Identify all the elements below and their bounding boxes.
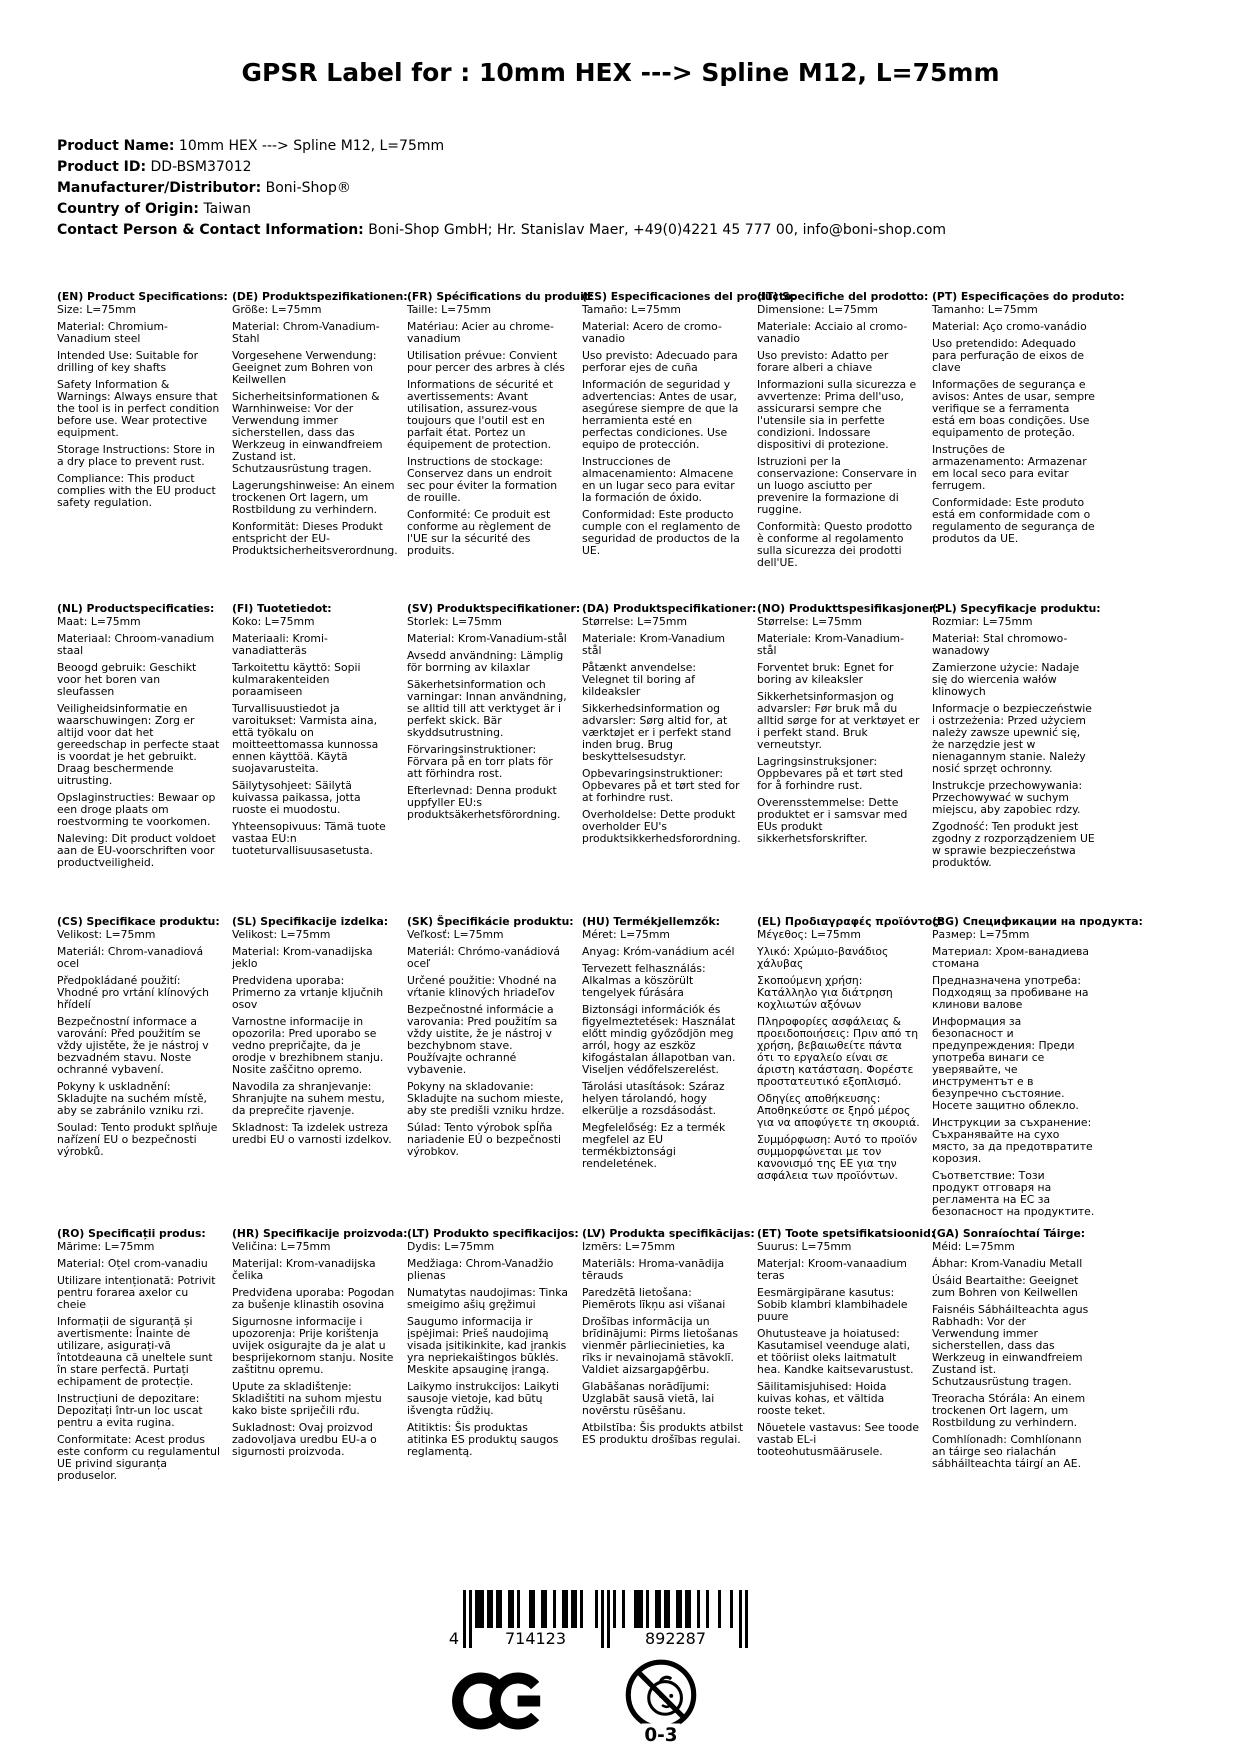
lang-paragraph: Súlad: Tento výrobok spĺňa nariadenie EÚ o bezpečnosti výrobkov. [407, 1121, 562, 1158]
lang-header: (NO) Produkttspesifikasjoner: [757, 602, 939, 615]
lang-block-ro [57, 1228, 220, 1482]
product-info-value: Boni-Shop® [261, 180, 351, 196]
lang-paragraph: Sicherheitsinformationen & Warnhinweise: Vor der Verwendung immer sicherstellen, dass das Werkzeug in einwandfreiem Zustand ist. Schutzausrüstung tragen. [232, 390, 383, 475]
lang-paragraph: Glabāšanas norādījumi: Uzglabāt sausā vietā, lai novērstu rūsēšanu. [582, 1380, 715, 1417]
lang-paragraph: Rozmiar: L=75mm [932, 615, 1033, 628]
lang-block-it [757, 290, 929, 603]
lang-block-hu [582, 916, 745, 1228]
lang-paragraph: Overensstemmelse: Dette produktet er i samsvar med EUs produkt sikkerhetsforskrifter. [757, 796, 908, 845]
lang-paragraph: Dydis: L=75mm [407, 1240, 495, 1253]
lang-paragraph: Informations de sécurité et avertissements: Avant utilisation, assurez-vous toujours que l'outil est en parfait état. Portez un équipement de protection. [407, 378, 554, 451]
lang-paragraph: Safety Information & Warnings: Always ensure that the tool is in perfect condition before use. Wear protective equipment. [57, 378, 220, 439]
lang-paragraph: Veličina: L=75mm [232, 1240, 331, 1253]
lang-paragraph: Dimensione: L=75mm [757, 303, 878, 316]
lang-paragraph: Opbevaringsinstruktioner: Opbevares på et tørt sted for at forhindre rust. [582, 767, 740, 804]
lang-paragraph: Materiale: Krom-Vanadium-stål [757, 632, 904, 657]
lang-paragraph: Laikymo instrukcijos: Laikyti sausoje vietoje, kad būtų išvengta rūdžių. [407, 1380, 560, 1417]
lang-paragraph: Lagerungshinweise: An einem trockenen Ort lagern, um Rostbildung zu verhindern. [232, 479, 395, 516]
lang-paragraph: Størrelse: L=75mm [582, 615, 687, 628]
lang-block-no [757, 602, 939, 916]
lang-header: (HR) Specifikacije proizvoda: [232, 1227, 408, 1240]
lang-paragraph: Materiale: Acciaio al cromo-vanadio [757, 320, 908, 345]
lang-paragraph: Material: Aço cromo-vanádio [932, 320, 1087, 333]
lang-paragraph: Anyag: Króm-vanádium acél [582, 945, 735, 958]
lang-paragraph: Material: Chromium-Vanadium steel [57, 320, 168, 345]
lang-paragraph: Sikkerhedsinformation og advarsler: Sørg altid for, at værktøjet er i perfekt stand inden brug. Brug beskyttelsesudstyr. [582, 702, 732, 763]
lang-paragraph: Sikkerhetsinformasjon og advarsler: Før bruk må du alltid sørge for at verktøyet er i perfekt stand. Bruk verneutstyr. [757, 690, 920, 751]
lang-header: (IT) Specifiche del prodotto: [757, 290, 929, 303]
lang-paragraph: Konformität: Dieses Produkt entspricht der EU-Produktsicherheitsverordnung. [232, 520, 398, 557]
lang-paragraph: Informações de segurança e avisos: Antes de usar, sempre verifique se a ferramenta está em boas condições. Use equipamento de proteção. [932, 378, 1095, 439]
lang-paragraph: Upute za skladištenje: Skladištiti na suhom mjestu kako biste spriječili rđu. [232, 1380, 382, 1417]
lang-header: (ES) Especificaciones del producto: [582, 290, 796, 303]
lang-paragraph: Påtænkt anvendelse: Velegnet til boring af kildeaksler [582, 661, 696, 698]
lang-paragraph: Pokyny k uskladnění: Skladujte na suchém místě, aby se zabránilo vzniku rzi. [57, 1080, 207, 1117]
lang-paragraph: Taille: L=75mm [407, 303, 491, 316]
lang-paragraph: Uso pretendido: Adequado para perfuração de eixos de clave [932, 337, 1084, 374]
lang-paragraph: Navodila za shranjevanje: Shranjujte na suhem mestu, da preprečite rjavenje. [232, 1080, 385, 1117]
lang-block-el [757, 915, 943, 1228]
lang-paragraph: Avsedd användning: Lämplig för borrning av kilaxlar [407, 649, 564, 674]
lang-paragraph: Tarkoitettu käyttö: Sopii kulmarakenteiden poraamiseen [232, 661, 361, 698]
lang-paragraph: Izmērs: L=75mm [582, 1240, 675, 1253]
product-info-label: Manufacturer/Distributor: [57, 180, 262, 196]
lang-header: (SL) Specifikacije izdelka: [232, 915, 389, 928]
barcode-digit-first: 4 [441, 1630, 459, 1648]
lang-paragraph: Materiāls: Hroma-vanādija tērauds [582, 1257, 725, 1282]
lang-paragraph: Opslaginstructies: Bewaar op een droge plaats om roestvorming te voorkomen. [57, 791, 216, 828]
lang-paragraph: Säkerhetsinformation och varningar: Innan användning, se alltid till att verktyget är i perfekt skick. Bär skyddsutrustning. [407, 678, 567, 739]
lang-paragraph: Compliance: This product complies with the EU product safety regulation. [57, 472, 216, 509]
lang-header: (BG) Спецификации на продукта: [932, 915, 1143, 928]
lang-header: (PT) Especificações do produto: [932, 290, 1125, 303]
lang-block-cs [57, 916, 220, 1228]
lang-paragraph: Istruzioni per la conservazione: Conservare in un luogo asciutto per prevenire la formazione di ruggine. [757, 455, 917, 516]
lang-paragraph: Koko: L=75mm [232, 615, 315, 628]
lang-paragraph: Naleving: Dit product voldoet aan de EU-voorschriften voor productveiligheid. [57, 832, 216, 869]
lang-paragraph: Atbilstība: Šis produkts atbilst ES produktu drošības regulai. [582, 1421, 744, 1446]
lang-paragraph: Drošības informācija un brīdinājumi: Pirms lietošanas vienmēr pārliecinieties, ka rīks ir nevainojamā stāvoklī. Valdiet aizsargapģērbu. [582, 1315, 738, 1376]
ce-mark-icon [452, 1672, 544, 1730]
lang-paragraph: Tamanho: L=75mm [932, 303, 1038, 316]
lang-paragraph: Material: Krom-vanadijska jeklo [232, 945, 373, 970]
product-info-label: Contact Person & Contact Information: [57, 222, 364, 238]
lang-block-lt [407, 1227, 579, 1482]
lang-paragraph: Overholdelse: Dette produkt overholder EU's produktsikkerhedsforordning. [582, 808, 741, 845]
lang-paragraph: Suurus: L=75mm [757, 1240, 852, 1253]
age-warning-0-3-icon [622, 1656, 700, 1748]
lang-paragraph: Tárolási utasítások: Száraz helyen tárolandó, hogy elkerülje a rozsdásodást. [582, 1080, 725, 1117]
lang-header: (FR) Spécifications du produit: [407, 290, 594, 303]
lang-block-sl [232, 916, 395, 1228]
product-info-label: Country of Origin: [57, 201, 199, 217]
lang-paragraph: Saugumo informacija ir įspėjimai: Prieš naudojimą visada įsitikinkite, kad įrankis yra nepriekaištingos būklės. Meskite apsauginę įrangą. [407, 1315, 567, 1376]
product-info [57, 136, 1207, 241]
lang-paragraph: Maat: L=75mm [57, 615, 141, 628]
lang-paragraph: Treoracha Stórála: An einem trockenen Ort lagern, um Rostbildung zu verhindern. [932, 1392, 1086, 1429]
lang-paragraph: Informații de siguranță și avertismente: Înainte de utilizare, asigurați-vă întotdeauna că uneltele sunt în stare perfectă. Purtați echipament de protecție. [57, 1315, 213, 1388]
lang-paragraph: Matériau: Acier au chrome-vanadium [407, 320, 554, 345]
lang-paragraph: Lagringsinstruksjoner: Oppbevares på et tørt sted for å forhindre rust. [757, 755, 904, 792]
lang-paragraph: Zamierzone użycie: Nadaje się do wiercenia wałów klinowych [932, 661, 1080, 698]
lang-block-et [757, 1227, 936, 1482]
lang-paragraph: Предназначена употреба: Подходящ за пробиване на клинови валове [932, 974, 1089, 1011]
lang-header: (LV) Produkta specifikācijas: [582, 1227, 755, 1240]
lang-paragraph: Инструкции за съхранение: Съхранявайте на сухо място, за да предотвратите корозия. [932, 1116, 1093, 1165]
lang-paragraph: Material: Krom-Vanadium-stål [407, 632, 567, 645]
lang-paragraph: Varnostne informacije in opozorila: Pred uporabo se vedno prepričajte, da je orodje v brezhibnem stanju. Nosite zaščitno opremo. [232, 1015, 384, 1076]
lang-paragraph: Información de seguridad y advertencias: Antes de usar, asegúrese siempre de que la herramienta esté en perfectas condiciones. Use equipo de protección. [582, 378, 739, 451]
lang-paragraph: Megfelelőség: Ez a termék megfelel az EU termékbiztonsági rendeletének. [582, 1121, 726, 1170]
lang-paragraph: Информация за безопасност и предупреждения: Преди употреба винаги се уверявайте, че инструментът е в безупречно състояние. Носете защитно облекло. [932, 1015, 1079, 1112]
lang-block-lv [582, 1227, 755, 1482]
lang-paragraph: Forventet bruk: Egnet for boring av kileaksler [757, 661, 894, 686]
lang-paragraph: Informazioni sulla sicurezza e avvertenze: Prima dell'uso, assicurarsi sempre che l'utensile sia in perfette condizioni. Indossare dispositivi di protezione. [757, 378, 917, 451]
product-info-row [57, 178, 1207, 199]
lang-paragraph: Instruções de armazenamento: Armazenar em local seco para evitar ferrugem. [932, 443, 1087, 492]
lang-paragraph: Materijal: Krom-vanadijska čelika [232, 1257, 376, 1282]
lang-paragraph: Uso previsto: Adecuado para perforar ejes de cuña [582, 349, 738, 374]
lang-paragraph: Predvidena uporaba: Primerno za vrtanje ključnih osov [232, 974, 384, 1011]
lang-header: (HU) Termékjellemzők: [582, 915, 720, 928]
lang-paragraph: Material: Oțel crom-vanadiu [57, 1257, 208, 1270]
lang-paragraph: Instrucciones de almacenamiento: Almacene en un lugar seco para evitar la formación de óxido. [582, 455, 735, 504]
ean13-barcode [448, 1590, 748, 1652]
lang-paragraph: Efterlevnad: Denna produkt uppfyller EU:s produktsäkerhetsförordning. [407, 784, 561, 821]
lang-block-fi [232, 603, 395, 916]
page-title: GPSR Label for : 10mm HEX ---> Spline M12, L=75mm [241, 58, 1000, 87]
lang-paragraph: Materjal: Kroom-vanaadium teras [757, 1257, 907, 1282]
product-info-row [57, 199, 1207, 220]
product-info-label: Product Name: [57, 138, 175, 154]
lang-block-hr [232, 1227, 408, 1482]
lang-paragraph: Größe: L=75mm [232, 303, 322, 316]
lang-paragraph: Συμμόρφωση: Αυτό το προϊόν συμμορφώνεται με τον κανονισμό της ΕΕ για την ασφάλεια των προϊόντων. [757, 1133, 918, 1182]
product-info-value: Taiwan [199, 201, 252, 217]
lang-paragraph: Velikost: L=75mm [57, 928, 156, 941]
lang-paragraph: Materiaal: Chroom-vanadium staal [57, 632, 215, 657]
product-info-value: Boni-Shop GmbH; Hr. Stanislav Maer, +49(0)4221 45 777 00, info@boni-shop.com [363, 222, 947, 238]
lang-paragraph: Conformité: Ce produit est conforme au règlement de l'UE sur la sécurité des produits. [407, 508, 552, 557]
lang-paragraph: Bezpečnostní informace a varování: Před použitím se vždy ujistěte, že je nástroj v bezvadném stavu. Noste ochranné vybavení. [57, 1015, 209, 1076]
lang-header: (LT) Produkto specifikacijos: [407, 1227, 579, 1240]
lang-header: (EL) Προδιαγραφές προϊόντος: [757, 915, 943, 928]
lang-paragraph: Material: Acero de cromo-vanadio [582, 320, 722, 345]
lang-paragraph: Vorgesehene Verwendung: Geeignet zum Bohren von Keilwellen [232, 349, 377, 386]
lang-block-nl [57, 603, 220, 916]
lang-paragraph: Ábhar: Krom-Vanadiu Metall [932, 1257, 1083, 1270]
lang-paragraph: Beoogd gebruik: Geschikt voor het boren van sleufassen [57, 661, 197, 698]
lang-paragraph: Bezpečnostné informácie a varovania: Pred použitím sa vždy uistite, že je nástroj v bezchybnom stave. Používajte ochranné vybavenie. [407, 1003, 558, 1076]
lang-paragraph: Medžiaga: Chrom-Vanadžio plienas [407, 1257, 554, 1282]
lang-block-pl [932, 602, 1101, 916]
lang-header: (RO) Specificații produs: [57, 1227, 206, 1240]
lang-paragraph: Nõuetele vastavus: See toode vastab EL-i tooteohutusmäärusele. [757, 1421, 920, 1458]
product-info-value: 10mm HEX ---> Spline M12, L=75mm [174, 138, 445, 154]
lang-header: (ET) Toote spetsifikatsioonid: [757, 1227, 936, 1240]
lang-paragraph: Υλικό: Χρώμιο-βανάδιος χάλυβας [757, 945, 889, 970]
lang-paragraph: Uso previsto: Adatto per forare alberi a chiave [757, 349, 889, 374]
lang-block-fr [407, 290, 594, 603]
product-info-row [57, 157, 1207, 178]
lang-block-pt [932, 290, 1125, 603]
lang-paragraph: Materiál: Chrom-vanadiová ocel [57, 945, 204, 970]
barcode-digits-left: 714123 [474, 1630, 597, 1648]
lang-paragraph: Predviđena uporaba: Pogodan za bušenje klinastih osovina [232, 1286, 395, 1311]
lang-paragraph: Conformidad: Este producto cumple con el reglamento de seguridad de productos de la UE. [582, 508, 741, 557]
lang-paragraph: Mărime: L=75mm [57, 1240, 155, 1253]
lang-paragraph: Sigurnosne informacije i upozorenja: Prije korištenja uvijek osigurajte da je alat u besprijekornom stanju. Nosite zaštitnu opremu. [232, 1315, 394, 1376]
lang-paragraph: Eesmärgipärane kasutus: Sobib klambri klambihadele puure [757, 1286, 908, 1323]
lang-paragraph: Size: L=75mm [57, 303, 137, 316]
product-info-value: DD-BSM37012 [146, 159, 252, 175]
lang-paragraph: Intended Use: Suitable for drilling of key shafts [57, 349, 199, 374]
lang-paragraph: Skladnost: Ta izdelek ustreza uredbi EU o varnosti izdelkov. [232, 1121, 392, 1146]
lang-header: (DE) Produktspezifikationen: [232, 290, 408, 303]
lang-paragraph: Förvaringsinstruktioner: Förvara på en torr plats för att förhindra rost. [407, 743, 553, 780]
lang-paragraph: Faisnéis Sábháilteachta agus Rabhadh: Vor der Verwendung immer sicherstellen, dass das Werkzeug in einwandfreiem Zustand ist. Schutzausrüstung tragen. [932, 1303, 1089, 1388]
lang-header: (NL) Productspecificaties: [57, 602, 215, 615]
lang-paragraph: Materiał: Stal chromowo-wanadowy [932, 632, 1068, 657]
lang-paragraph: Материал: Хром-ванадиева стомана [932, 945, 1089, 970]
lang-block-en [57, 290, 228, 603]
lang-paragraph: Comhlíonadh: Comhlíonann an táirge seo rialachán sábháilteachta táirgí an AE. [932, 1433, 1082, 1470]
lang-paragraph: Utilizare intenționată: Potrivit pentru forarea axelor cu cheie [57, 1274, 216, 1311]
lang-header: (CS) Specifikace produktu: [57, 915, 220, 928]
product-info-row [57, 220, 1207, 241]
lang-paragraph: Numatytas naudojimas: Tinka smeigimo ašių gręžimui [407, 1286, 568, 1311]
lang-header: (SK) Špecifikácie produktu: [407, 915, 574, 928]
lang-paragraph: Předpokládané použití: Vhodné pro vrtání klínových hřídelí [57, 974, 209, 1011]
lang-paragraph: Μέγεθος: L=75mm [757, 928, 861, 941]
lang-header: (PL) Specyfikacje produktu: [932, 602, 1101, 615]
lang-paragraph: Úsáid Beartaithe: Geeignet zum Bohren von Keilwellen [932, 1274, 1079, 1299]
lang-paragraph: Pokyny na skladovanie: Skladujte na suchom mieste, aby ste predišli vzniku hrdze. [407, 1080, 565, 1117]
lang-block-da [582, 602, 757, 916]
lang-paragraph: Atitiktis: Šis produktas atitinka ES produktų saugos reglamentą. [407, 1421, 559, 1458]
lang-paragraph: Οδηγίες αποθήκευσης: Αποθηκεύστε σε ξηρό μέρος για να αποφύγετε τη σκουριά. [757, 1092, 920, 1129]
lang-paragraph: Material: Chrom-Vanadium-Stahl [232, 320, 380, 345]
lang-paragraph: Méret: L=75mm [582, 928, 670, 941]
lang-paragraph: Materiál: Chrómo-vanádiová oceľ [407, 945, 560, 970]
lang-paragraph: Soulad: Tento produkt splňuje nařízení EU o bezpečnosti výrobků. [57, 1121, 218, 1158]
lang-paragraph: Размер: L=75mm [932, 928, 1030, 941]
barcode-digits-right: 892287 [614, 1630, 737, 1648]
lang-paragraph: Turvallisuustiedot ja varoitukset: Varmista aina, että työkalu on moitteettomassa kunnossa ennen käyttöä. Käytä suojavarusteita. [232, 702, 379, 775]
lang-paragraph: Sukladnost: Ovaj proizvod zadovoljava uredbu EU-a o sigurnosti proizvoda. [232, 1421, 377, 1458]
lang-paragraph: Určené použitie: Vhodné na vŕtanie klinových hriadeľov [407, 974, 557, 999]
lang-paragraph: Storlek: L=75mm [407, 615, 502, 628]
lang-paragraph: Storage Instructions: Store in a dry place to prevent rust. [57, 443, 215, 468]
lang-block-de [232, 290, 408, 603]
lang-block-bg [932, 915, 1143, 1228]
lang-paragraph: Conformidade: Este produto está em conformidade com o regulamento de segurança de produtos da UE. [932, 496, 1095, 545]
lang-paragraph: Säilitamisjuhised: Hoida kuivas kohas, et vältida rooste teket. [757, 1380, 887, 1417]
lang-paragraph: Tamaño: L=75mm [582, 303, 681, 316]
lang-header: (GA) Sonraíochtaí Táirge: [932, 1227, 1086, 1240]
lang-paragraph: Instrukcje przechowywania: Przechowywać w suchym miejscu, aby zapobiec rdzy. [932, 779, 1083, 816]
lang-paragraph: Veiligheidsinformatie en waarschuwingen: Zorg er altijd voor dat het gereedschap in perfecte staat is voordat je het gebruikt. Draag beschermende uitrusting. [57, 702, 220, 787]
lang-paragraph: Säilytysohjeet: Säilytä kuivassa paikassa, jotta ruoste ei muodostu. [232, 779, 361, 816]
lang-paragraph: Tervezett felhasználás: Alkalmas a köszörült tengelyek fúrására [582, 962, 706, 999]
lang-block-es [582, 290, 796, 603]
lang-paragraph: Ohutusteave ja hoiatused: Kasutamisel veenduge alati, et tööriist oleks laitmatult hea. Kandke kaitsevarustust. [757, 1327, 914, 1376]
lang-paragraph: Yhteensopivuus: Tämä tuote vastaa EU:n tuoteturvallisuusasetusta. [232, 820, 386, 857]
lang-paragraph: Съответствие: Този продукт отговаря на регламента на ЕС за безопасност на продуктите. [932, 1169, 1095, 1218]
lang-paragraph: Πληροφορίες ασφάλειας & προειδοποιήσεις: Πριν από τη χρήση, βεβαιωθείτε πάντα ότι το εργαλείο είναι σε άριστη κατάσταση. Φορέστε προστατευτικό εξοπλισμό. [757, 1015, 919, 1088]
lang-paragraph: Conformitate: Acest produs este conform cu regulamentul UE privind siguranța produselor. [57, 1433, 221, 1482]
product-info-row [57, 136, 1207, 157]
lang-paragraph: Materiale: Krom-Vanadium stål [582, 632, 726, 657]
lang-header: (SV) Produktspecifikationer: [407, 602, 581, 615]
lang-header: (EN) Product Specifications: [57, 290, 228, 303]
lang-paragraph: Paredzētā lietošana: Piemērots līkņu asi vīšanai [582, 1286, 726, 1311]
lang-paragraph: Instrucțiuni de depozitare: Depozitați într-un loc uscat pentru a evita rugina. [57, 1392, 203, 1429]
language-grid [57, 290, 1143, 1482]
lang-block-ga [932, 1228, 1095, 1482]
lang-block-sk [407, 915, 574, 1228]
lang-paragraph: Velikost: L=75mm [232, 928, 331, 941]
lang-paragraph: Størrelse: L=75mm [757, 615, 862, 628]
lang-paragraph: Informacje o bezpieczeństwie i ostrzeżenia: Przed użyciem należy zawsze upewnić się, że narzędzie jest w nienagannym stanie. Należy nosić sprzęt ochronny. [932, 702, 1092, 775]
lang-paragraph: Veľkosť: L=75mm [407, 928, 504, 941]
lang-paragraph: Σκοπούμενη χρήση: Κατάλληλο για διάτρηση κοχλιωτών αξόνων [757, 974, 893, 1011]
lang-block-sv [407, 602, 581, 916]
lang-paragraph: Materiaali: Kromi-vanadiatteräs [232, 632, 328, 657]
lang-paragraph: Conformità: Questo prodotto è conforme al regolamento sulla sicurezza dei prodotti dell'UE. [757, 520, 913, 569]
lang-paragraph: Utilisation prévue: Convient pour percer des arbres à clés [407, 349, 565, 374]
lang-header: (DA) Produktspecifikationer: [582, 602, 757, 615]
lang-paragraph: Méid: L=75mm [932, 1240, 1015, 1253]
lang-paragraph: Zgodność: Ten produkt jest zgodny z rozporządzeniem UE w sprawie bezpieczeństwa produktów. [932, 820, 1095, 869]
product-info-label: Product ID: [57, 159, 147, 175]
lang-paragraph: Biztonsági információk és figyelmeztetések: Használat előtt mindig győződjön meg arról, hogy az eszköz kifogástalan állapotban van. Viseljen védőfelszerelést. [582, 1003, 736, 1076]
lang-paragraph: Instructions de stockage: Conservez dans un endroit sec pour éviter la formation de rouille. [407, 455, 558, 504]
lang-header: (FI) Tuotetiedot: [232, 602, 332, 615]
age-warning-label: 0-3 [644, 1724, 678, 1746]
